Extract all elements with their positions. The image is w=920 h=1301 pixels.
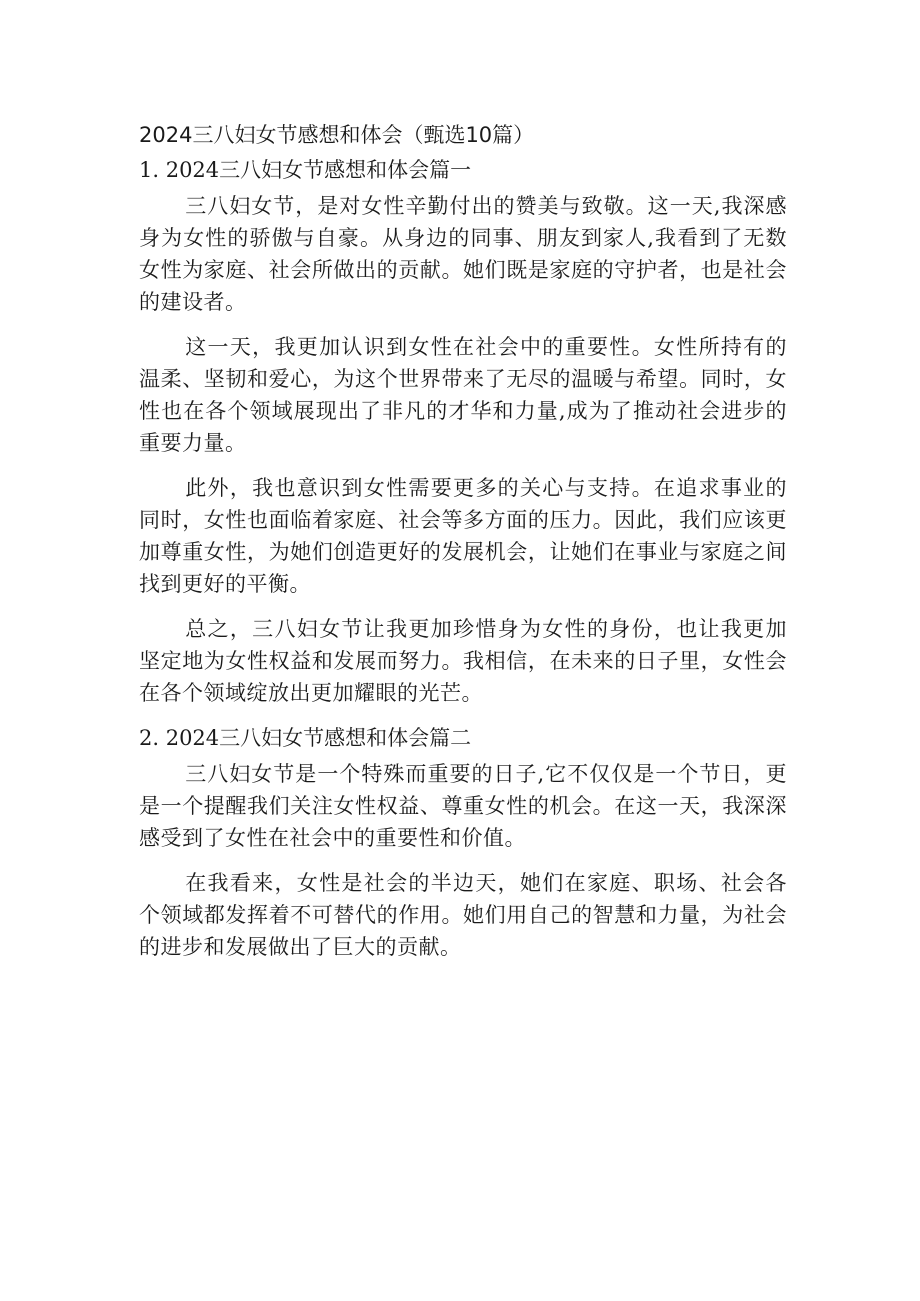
section-2 [139,722,787,963]
paragraph: 总之，三八妇女节让我更加珍惜身为女性的身份，也让我更加坚定地为女性权益和发展而努力。我相信，在未来的日子里，女性会在各个领域绽放出更加耀眼的光芒。 [139,617,787,705]
document-title: 2024三八妇女节感想和体会（甄选10篇） [139,123,535,147]
paragraph: 这一天，我更加认识到女性在社会中的重要性。女性所持有的温柔、坚韧和爱心，为这个世界带来了无尽的温暖与希望。同时，女性也在各个领域展现出了非凡的才华和力量,成为了推动社会进步的重要力量。 [139,335,787,455]
section-heading: 1. 2024三八妇女节感想和体会篇一 [139,158,472,182]
document-page [139,116,787,976]
section-heading: 2. 2024三八妇女节感想和体会篇二 [139,726,472,750]
section-1 [139,154,787,709]
paragraph: 三八妇女节，是对女性辛勤付出的赞美与致敬。这一天,我深感身为女性的骄傲与自豪。从身边的同事、朋友到家人,我看到了无数女性为家庭、社会所做出的贡献。她们既是家庭的守护者，也是社会的建设者。 [139,194,787,314]
paragraph: 此外，我也意识到女性需要更多的关心与支持。在追求事业的同时，女性也面临着家庭、社会等多方面的压力。因此，我们应该更加尊重女性，为她们创造更好的发展机会，让她们在事业与家庭之间找到更好的平衡。 [139,476,787,596]
paragraph: 三八妇女节是一个特殊而重要的日子,它不仅仅是一个节日，更是一个提醒我们关注女性权益、尊重女性的机会。在这一天，我深深感受到了女性在社会中的重要性和价值。 [139,762,787,850]
paragraph: 在我看来，女性是社会的半边天，她们在家庭、职场、社会各个领域都发挥着不可替代的作用。她们用自己的智慧和力量，为社会的进步和发展做出了巨大的贡献。 [139,871,787,959]
